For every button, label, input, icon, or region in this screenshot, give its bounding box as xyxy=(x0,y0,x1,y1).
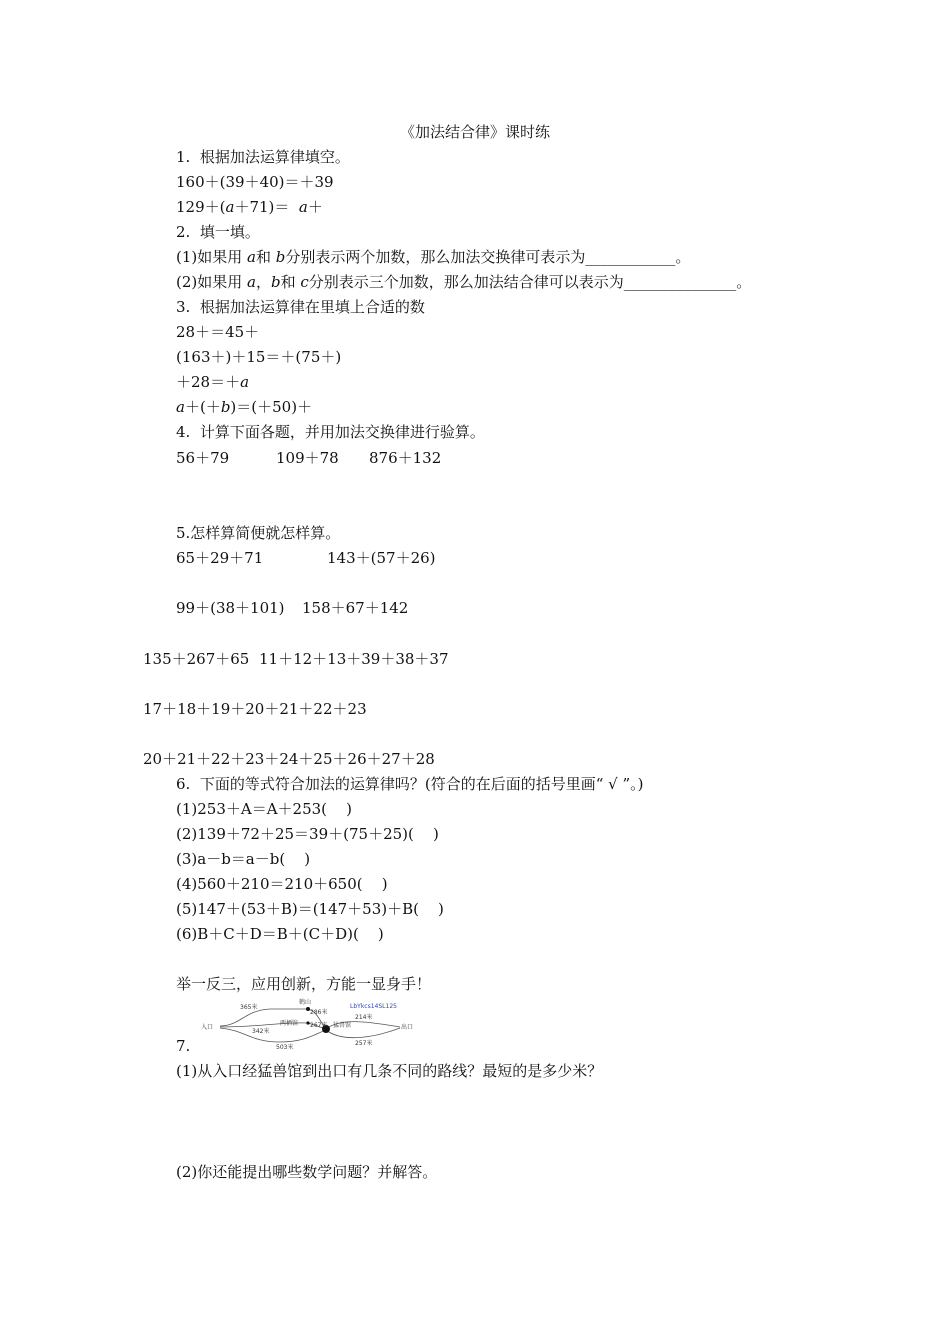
q6-heading: 6. 下面的等式符合加法的运算律吗？(符合的在后面的括号里画“ √ ”。) xyxy=(176,775,644,793)
exit-label: 出口 xyxy=(401,1024,414,1031)
page-title: 《加法结合律》课时练 xyxy=(399,123,550,141)
q3-line-1: 28＋＝45＋ xyxy=(176,323,260,341)
q5-heading: 5.怎样算简便就怎样算。 xyxy=(176,524,341,542)
q4-item-1: 56＋79 xyxy=(176,449,230,467)
route-map xyxy=(200,996,420,1056)
q4-heading: 4. 计算下面各题，并用加法交换律进行验算。 xyxy=(176,423,485,441)
q5-item-5: 135＋267＋65 xyxy=(143,650,250,668)
q7-number: 7. xyxy=(176,1037,191,1055)
q7-part-1: (1)从入口经猛兽馆到出口有几条不同的路线？最短的是多少米？ xyxy=(176,1062,603,1080)
map-code: LbYkcs14SL125 xyxy=(350,1003,397,1010)
q5-item-3: 99＋(38＋101) xyxy=(176,599,285,617)
distance-342: 342米 xyxy=(252,1028,270,1035)
distance-286: 286米 xyxy=(310,1009,328,1016)
q5-item-8: 20＋21＋22＋23＋24＋25＋26＋27＋28 xyxy=(143,750,435,768)
q5-item-1: 65＋29＋71 xyxy=(176,549,264,567)
path-beast-exit-lower xyxy=(326,1028,400,1038)
beast-hall-label: 猛兽馆 xyxy=(333,1022,352,1029)
distance-214: 214米 xyxy=(355,1014,373,1021)
q6-item-4: (4)560＋210＝210＋650( ) xyxy=(176,875,388,893)
q5-item-6: 11＋12＋13＋39＋38＋37 xyxy=(259,650,449,668)
distance-267: 267米 xyxy=(310,1022,328,1029)
q4-item-2: 109＋78 xyxy=(276,449,339,467)
q3-heading: 3. 根据加法运算律在里填上合适的数 xyxy=(176,298,425,316)
q3-line-4: a＋(＋b)＝(＋50)＋ xyxy=(176,398,313,416)
path-entrance-beast xyxy=(220,1028,326,1042)
q6-item-6: (6)B＋C＋D＝B＋(C＋D)( ) xyxy=(176,925,384,943)
q4-item-3: 876＋132 xyxy=(369,449,442,467)
distance-503: 503米 xyxy=(276,1044,294,1051)
peak-label: 鹤山 xyxy=(299,999,312,1006)
q2-part-1: (1)如果用 a和 b分别表示两个加数，那么加法交换律可表示为____________。 xyxy=(176,248,691,266)
q5-item-2: 143＋(57＋26) xyxy=(327,549,436,567)
q6-item-2: (2)139＋72＋25＝39＋(75＋25)( ) xyxy=(176,825,439,843)
entrance-label: 入口 xyxy=(201,1024,214,1031)
q2-part-2: (2)如果用 a，b和 c分别表示三个加数，那么加法结合律可以表示为_______________。 xyxy=(176,273,752,291)
q1-heading: 1. 根据加法运算律填空。 xyxy=(176,148,350,166)
q5-item-4: 158＋67＋142 xyxy=(302,599,409,617)
q1-line-2: 129＋(a＋71)＝ a＋ xyxy=(176,198,323,216)
q5-item-7: 17＋18＋19＋20＋21＋22＋23 xyxy=(143,700,367,718)
q3-line-2: (163＋)＋15＝＋(75＋) xyxy=(176,348,342,366)
distance-365: 365米 xyxy=(240,1004,258,1011)
q2-heading: 2. 填一填。 xyxy=(176,223,260,241)
amphibian-label: 两栖馆 xyxy=(280,1020,299,1027)
q6-item-1: (1)253＋A＝A＋253( ) xyxy=(176,800,352,818)
q7-part-2: (2)你还能提出哪些数学问题？并解答。 xyxy=(176,1163,438,1181)
q3-line-3: ＋28＝＋a xyxy=(176,373,250,391)
q6-item-5: (5)147＋(53＋B)＝(147＋53)＋B( ) xyxy=(176,900,444,918)
q1-line-1: 160＋(39＋40)＝＋39 xyxy=(176,173,334,191)
distance-257: 257米 xyxy=(355,1040,373,1047)
section-heading: 举一反三，应用创新，方能一显身手！ xyxy=(176,975,432,993)
q6-item-3: (3)a－b＝a－b( ) xyxy=(176,850,311,868)
